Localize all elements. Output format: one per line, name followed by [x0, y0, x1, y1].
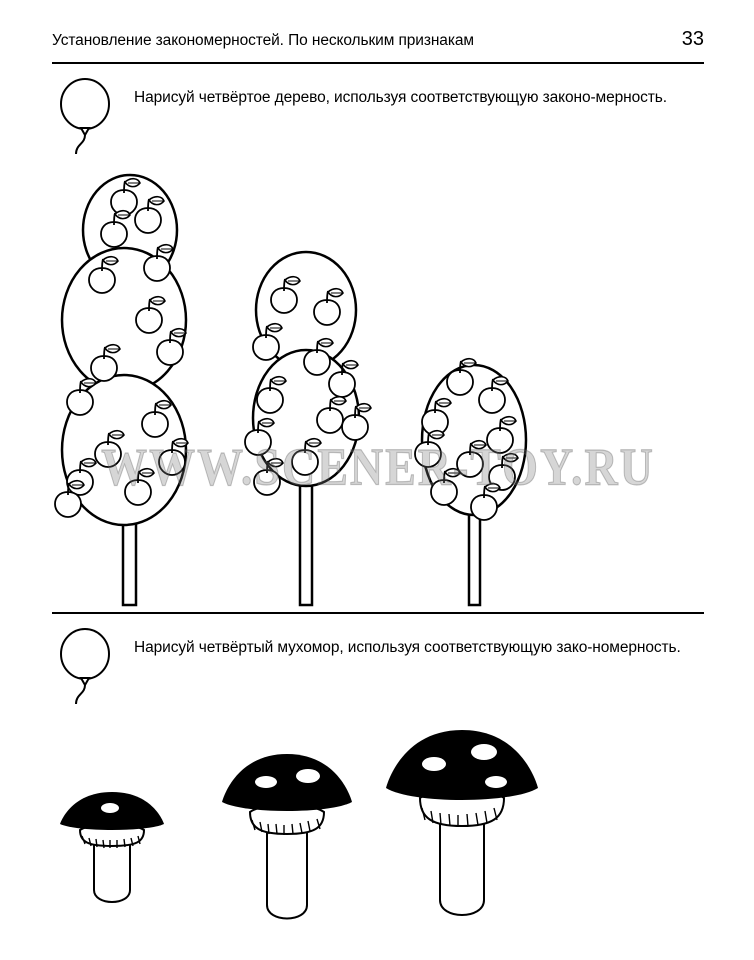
- task-divider: [52, 612, 704, 614]
- mushroom-3: [386, 730, 538, 915]
- header-divider: [52, 62, 704, 64]
- page-title: Установление закономерностей. По нескольким признакам: [52, 32, 474, 49]
- page-number: 33: [681, 28, 704, 50]
- tree-3: [415, 359, 526, 605]
- tree-2: [245, 252, 371, 605]
- balloon-icon: [58, 78, 116, 158]
- task-mushrooms-text: Нарисуй четвёртый мухомор, используя соответствующую зако-номерность.: [134, 639, 681, 656]
- page-header: [52, 28, 704, 51]
- fly-agaric-illustration: [52, 720, 704, 950]
- task-trees-text: Нарисуй четвёртое дерево, используя соответствующую законо-мерность.: [134, 89, 667, 106]
- apple-trees-illustration: [52, 160, 704, 610]
- mushroom-2: [222, 754, 352, 919]
- tree-1: [55, 175, 188, 605]
- balloon-icon: [58, 628, 116, 708]
- mushroom-1: [60, 792, 164, 902]
- watermark: WWW.SCENER-TOY.RU: [101, 437, 655, 496]
